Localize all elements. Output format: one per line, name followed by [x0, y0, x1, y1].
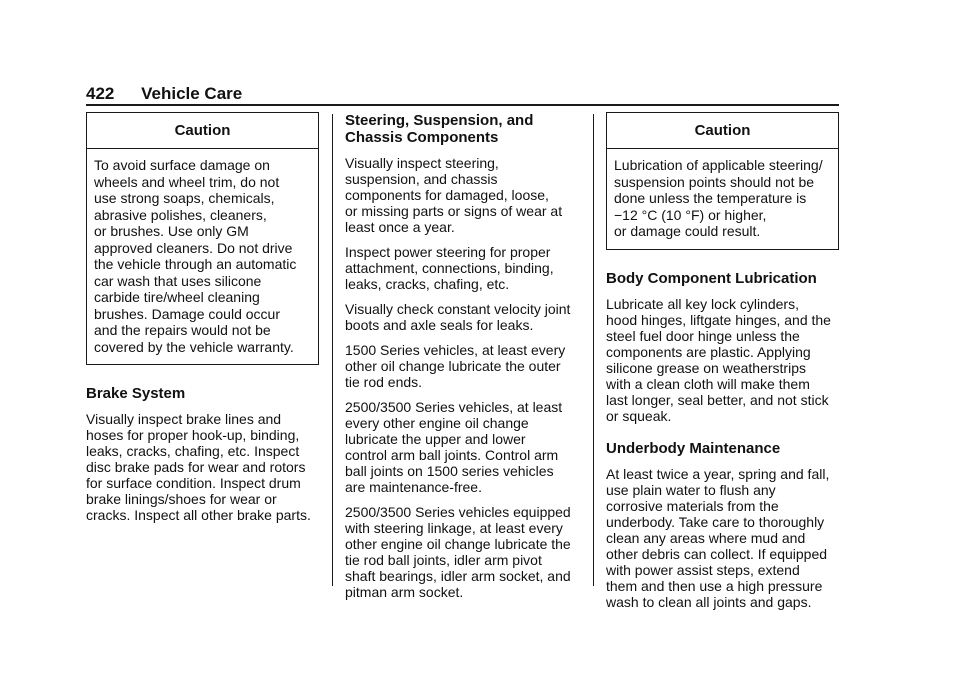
caution-line: wheels and wheel trim, do not — [94, 173, 280, 190]
heading-line: Chassis Components — [345, 129, 499, 146]
text-line: 1500 Series vehicles, at least every — [345, 342, 566, 358]
column-divider — [593, 114, 594, 586]
caution-line: or damage could result. — [614, 223, 761, 239]
page-number: 422 — [86, 84, 115, 103]
text-line: other engine oil change lubricate the — [345, 536, 571, 552]
section-heading-underbody: Underbody Maintenance — [606, 439, 781, 457]
text-line: other oil change lubricate the outer — [345, 358, 561, 374]
text-line: cracks. Inspect all other brake parts. — [86, 507, 311, 523]
caution-line: carbide tire/wheel cleaning — [94, 289, 260, 305]
text-line: other debris can collect. If equipped — [606, 545, 828, 562]
heading-line: Steering, Suspension, and — [345, 112, 534, 129]
section-heading-brake-system: Brake System — [86, 385, 186, 402]
caution-text — [87, 149, 318, 364]
text-line: suspension, and chassis — [345, 171, 498, 187]
paragraph — [345, 155, 581, 235]
text-line: boots and axle seals for leaks. — [345, 317, 534, 333]
text-line: wash to clean all joints and gaps. — [606, 593, 812, 610]
text-line: brake linings/shoes for wear or — [86, 491, 277, 507]
text-line: with steering linkage, at least every — [345, 520, 563, 536]
text-line: At least twice a year, spring and fall, — [606, 465, 830, 482]
text-line: every other engine oil change — [345, 415, 529, 431]
text-line: for surface condition. Inspect drum — [86, 475, 301, 491]
caution-title: Caution — [607, 113, 838, 149]
text-line: Lubricate all key lock cylinders, — [606, 295, 799, 312]
text-line: control arm ball joints. Control arm — [345, 447, 559, 463]
text-line: pitman arm socket. — [345, 584, 464, 600]
text-line: lubricate the upper and lower — [345, 431, 526, 447]
caution-line: the vehicle through an automatic — [94, 256, 297, 272]
caution-line: Lubrication of applicable steering/ — [614, 157, 823, 173]
page-title: Vehicle Care — [141, 84, 243, 103]
caution-line: or brushes. Use only GM — [94, 223, 249, 239]
paragraph — [345, 342, 581, 390]
section-heading-body-lubrication: Body Component Lubrication — [606, 269, 817, 287]
column-divider — [332, 114, 333, 586]
section-heading-steering — [345, 112, 581, 146]
caution-box — [86, 112, 319, 365]
text-line: 2500/3500 Series vehicles equipped — [345, 504, 571, 520]
text-line: steel fuel door hinge unless the — [606, 327, 800, 344]
paragraph — [345, 399, 581, 495]
text-line: Visually check constant velocity joint — [345, 301, 571, 317]
text-line: shaft bearings, idler arm socket, and — [345, 568, 571, 584]
caution-text — [607, 149, 838, 249]
text-line: leaks, cracks, chafing, etc. — [345, 276, 510, 292]
text-line: components for damaged, loose, — [345, 187, 549, 203]
text-line: Visually inspect steering, — [345, 155, 499, 171]
paragraph — [345, 504, 581, 600]
header-rule — [86, 104, 839, 106]
column-right — [606, 112, 839, 610]
caution-line: car wash that uses silicone — [94, 272, 262, 289]
text-line: Visually inspect brake lines and — [86, 411, 282, 427]
column-left — [86, 112, 319, 523]
text-line: silicone grease on weatherstrips — [606, 359, 806, 376]
caution-line: suspension points should not be — [614, 173, 815, 190]
paragraph — [345, 301, 581, 333]
body-lubrication-text — [606, 296, 839, 424]
caution-line: and the repairs would not be — [94, 322, 271, 338]
text-line: attachment, connections, binding, — [345, 260, 554, 276]
brake-system-text — [86, 411, 319, 523]
text-line: with a clean cloth will make them — [606, 375, 810, 392]
text-line: least once a year. — [345, 219, 455, 235]
text-line: tie rod ball joints, idler arm pivot — [345, 552, 542, 568]
caution-line: done unless the temperature is — [614, 190, 807, 206]
text-line: tie rod ends. — [345, 374, 423, 390]
text-line: with power assist steps, extend — [606, 561, 800, 578]
text-line: 2500/3500 Series vehicles, at least — [345, 399, 563, 415]
paragraph — [345, 244, 581, 292]
caution-line: brushes. Damage could occur — [94, 305, 280, 322]
text-line: Inspect power steering for proper — [345, 244, 551, 260]
text-line: leaks, cracks, chafing, etc. Inspect — [86, 443, 300, 459]
underbody-text — [606, 466, 839, 610]
caution-line: use strong soaps, chemicals, — [94, 190, 275, 206]
caution-line: covered by the vehicle warranty. — [94, 338, 294, 355]
caution-line: To avoid surface damage on — [94, 157, 270, 173]
text-line: underbody. Take care to thoroughly — [606, 513, 825, 530]
text-line: ball joints on 1500 series vehicles — [345, 463, 554, 479]
text-line: or missing parts or signs of wear at — [345, 203, 563, 219]
text-line: use plain water to flush any — [606, 481, 776, 498]
text-line: corrosive materials from the — [606, 497, 779, 514]
text-line: hood hinges, liftgate hinges, and the — [606, 311, 831, 328]
page-header — [86, 84, 242, 104]
text-line: clean any areas where mud and — [606, 529, 806, 546]
text-line: or squeak. — [606, 407, 672, 424]
caution-box — [606, 112, 839, 250]
caution-line: approved cleaners. Do not drive — [94, 239, 293, 256]
text-line: them and then use a high pressure — [606, 577, 823, 594]
caution-line: abrasive polishes, cleaners, — [94, 206, 267, 223]
text-line: hoses for proper hook-up, binding, — [86, 427, 300, 443]
column-middle — [345, 112, 581, 609]
text-line: disc brake pads for wear and rotors — [86, 459, 306, 475]
text-line: components are plastic. Applying — [606, 343, 811, 360]
text-line: last longer, seal better, and not stick — [606, 391, 829, 408]
text-line: are maintenance-free. — [345, 479, 482, 495]
caution-title: Caution — [87, 113, 318, 149]
caution-line: −12 °C (10 °F) or higher, — [614, 206, 767, 223]
